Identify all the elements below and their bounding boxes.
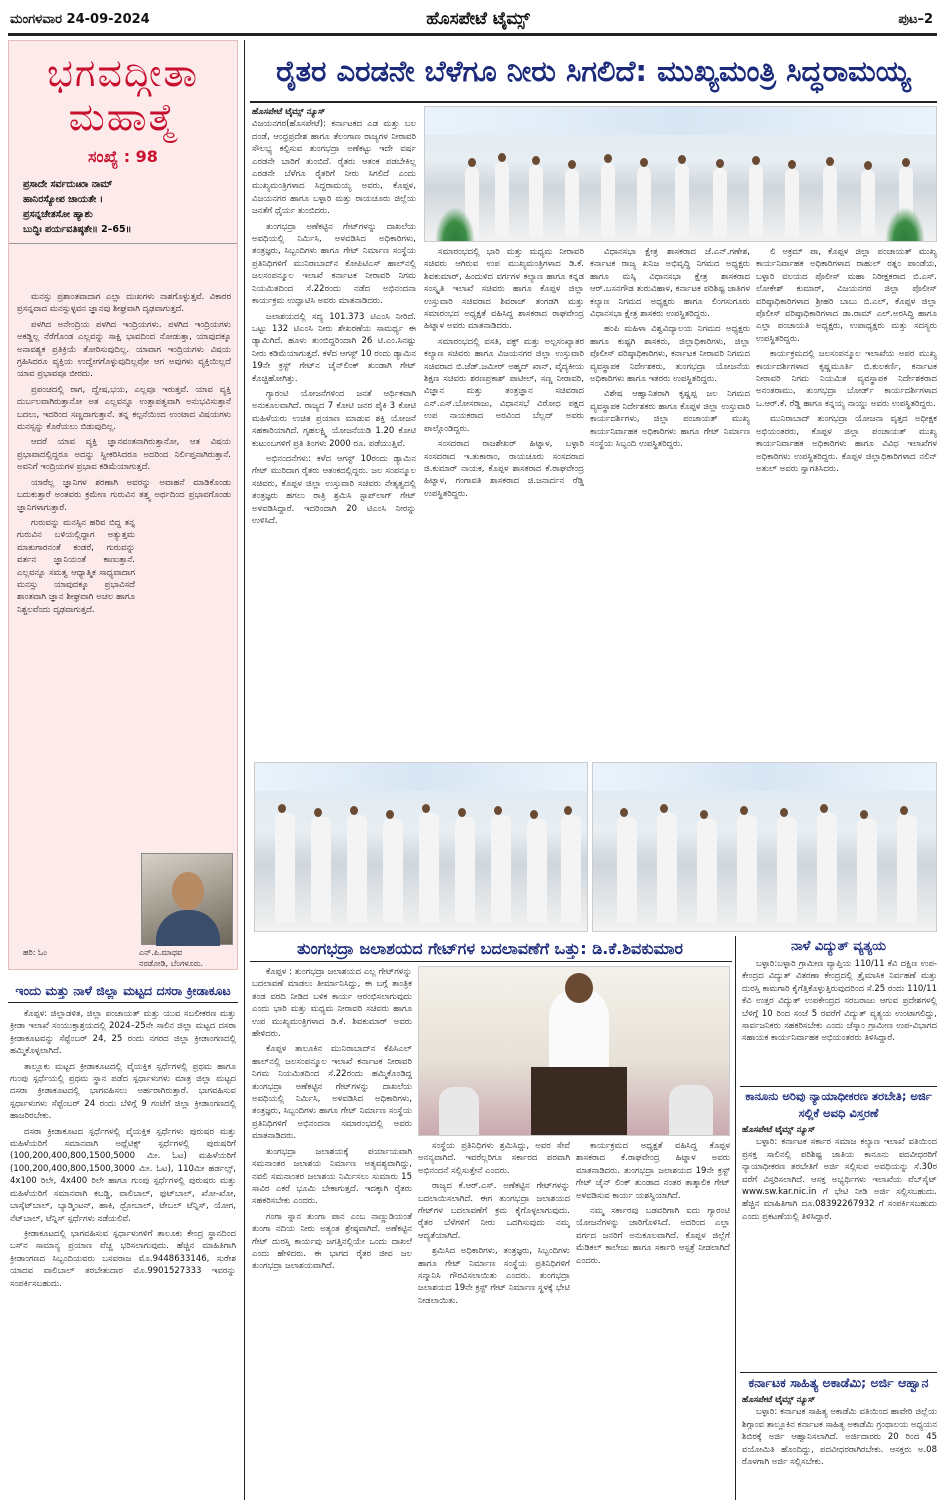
power-body bbox=[742, 958, 937, 1084]
gates-paragraph: ಕಾರ್ಯಕ್ರಮದ ಅಧ್ಯಕ್ಷತೆ ವಹಿಸಿದ್ದ ಕೊಪ್ಪಳ ಶಾಸಕರಾದ ಕೆ.ರಾಘವೇಂದ್ರ ಹಿಟ್ನಾಳ ಅವರು ಮಾತನಾಡಿದರು. ತುಂಗಭದ್ರಾ ಜಲಾಶಯದ 19ನೇ ಕ್ರಸ್ಟ್ ಗೇಟ್ ಚೈನ್ ಲಿಂಕ್ ತುಂಡಾದ ನಂತರ ತಾತ್ಕಾಲಿಕ ಗೇಟ್ ಅಳವಡಿಸುವ ಕಾರ್ಯ ಯಶಸ್ವಿಯಾಗಿದೆ. bbox=[576, 1141, 730, 1201]
dignitary-figure bbox=[383, 819, 403, 923]
dasara-rule bbox=[8, 1002, 238, 1003]
gates-paragraph: ನಮ್ಮ ಸರ್ಕಾರವು ಬಡವರಿಗಾಗಿ ಐದು ಗ್ಯಾರಂಟಿ ಯೋಜನೆಗಳನ್ನು ಜಾರಿಗೊಳಿಸಿದೆ. ಅದರಿಂದ ಎಲ್ಲಾ ವರ್ಗದ ಜನರಿಗೆ ಅನುಕೂಲವಾಗಿದೆ. ಕೊಪ್ಪಳ ಜಿಲ್ಲೆಗೆ ಮೆಡಿಕಲ್ ಕಾಲೇಜು ಹಾಗೂ ಸರ್ಕಾರಿ ಆಸ್ಪತ್ರೆ ನೀಡಲಾಗಿದೆ ಎಂದರು. bbox=[576, 1206, 730, 1266]
dignitary-figure bbox=[861, 170, 875, 237]
gita-paragraph: ಪ್ರಪಂಚದಲ್ಲಿ ರಾಗ, ದ್ವೇಷ,ಭಯ, ಎಲ್ಲವೂ ಇರುತ್ತವೆ. ಯಾವ ವ್ಯಕ್ತಿ ದುರ್ಬಲವಾಗಿರುತ್ತಾನೋ ಅತ ಎಲ್ಲವನ್ನೂ ಉತ್ತಾಪತ್ವವಾಗಿ ಅನುಭವಿಸುತ್ತಾನೆ ಬದಲು, ಇದರಿಂದ ಸಣ್ಣದಾಗುತ್ತಾನೆ. ತನ್ನ ಕಲ್ಪನೆಯಿಂದ ಉಂಟಾದ ವಿಷಯಗಳು ಮನಸ್ಸನ್ನು ಕೊರೆಯಲು ಬಿಡುವುದಿಲ್ಲ. bbox=[17, 384, 231, 433]
lead-col3 bbox=[590, 246, 750, 756]
dasara-paragraph: ದಸರಾ ಕ್ರೀಡಾಕೂಟದ ಸ್ಪರ್ಧೆಗಳಲ್ಲಿ ವೈಯಕ್ತಿಕ ಸ್ಪರ್ಧೆಗಳು ಪುರುಷರ ಮತ್ತು ಮಹಿಳೆಯರಿಗೆ ಸಮಾನವಾಗಿ ಅಥ್ಲೆಟಿಕ್ಸ್ ಸ್ಪರ್ಧೆಗಳಲ್ಲಿ ಪುರುಷರಿಗೆ (100,200,400,800,1500,5000 ಮೀ. ಓಟ) ಮಹಿಳೆಯರಿಗೆ (100,200,400,800,1500,3000 ಮೀ. ಓಟ), 110ಮೀ ಹರ್ಡಲ್ಸ್, 4x100 ರಿಲೇ, 4x400 ರಿಲೇ ಹಾಗೂ ಗುಂಪು ಸ್ಪರ್ಧೆಗಳಲ್ಲಿ ಪುರುಷರು ಮತ್ತು ಮಹಿಳೆಯರಿಗೆ ಸಮಾನವಾಗಿ ಕಬಡ್ಡಿ, ವಾಲಿಬಾಲ್, ಫುಟ್‌ಬಾಲ್, ಖೋ-ಖೋ, ಬಾಸ್ಕೆಟ್‌ಬಾಲ್, ಬ್ಯಾಡ್ಮಿಂಟನ್, ಹಾಕಿ, ಥ್ರೋಬಾಲ್, ಟೇಬಲ್ ಟೆನ್ನಿಸ್, ಯೋಗ, ನೆಟ್‌ಬಾಲ್, ಟೆನ್ನಿಸ್ ಸ್ಪರ್ಧೆಗಳು ನಡೆಯಲಿವೆ. bbox=[10, 1126, 236, 1224]
ceremony-photo-right bbox=[592, 762, 937, 932]
dignitary-figure bbox=[697, 819, 717, 923]
dignitary-figure bbox=[561, 815, 581, 923]
academy-headline: ಕರ್ನಾಟಕ ಸಾಹಿತ್ಯ ಅಕಾಡೆಮಿ; ಅರ್ಜಿ ಆಹ್ವಾನ bbox=[748, 1375, 929, 1390]
gates-paragraph: ಗಂಗಾ ಸ್ನಾನ ತುಂಗಾ ಪಾನ ಎಂಬ ನಾಣ್ಣುಡಿಯಂತೆ ತುಂಗಾ ನದಿಯ ನೀರು ಅತ್ಯಂತ ಶ್ರೇಷ್ಠವಾಗಿದೆ. ಅಣೆಕಟ್ಟಿನ ಗೇಟ್ ದುರಸ್ತಿ ಕಾರ್ಯವು ಜಗತ್ತಿನಲ್ಲಿಯೇ ಒಂದು ದಾಖಲೆ ಎಂದು ಹೇಳಿದರು. ಈ ಭಾಗದ ರೈತರ ಜೀವ ಜಲ ತುಂಗಭದ್ರಾ ಜಲಾಶಯವಾಗಿದೆ. bbox=[252, 1211, 412, 1272]
stage-banner bbox=[593, 763, 936, 791]
lead-col4 bbox=[756, 246, 937, 756]
gates-paragraph: ಕೊಪ್ಪಳ ತಾಲೂಕಿನ ಮುನಿರಾಬಾದ್‌ನ ಕೆಪಿಸಿಎಲ್ ಹಾಲ್‌ನಲ್ಲಿ ಜಲಸಂಪನ್ಮೂಲ ಇಲಾಖೆ ಕರ್ನಾಟಕ ನೀರಾವರಿ ನಿಗಮ ನಿಯಮಿತದಿಂದ ಸೆ.22ರಂದು ಹಮ್ಮಿಕೊಂಡಿದ್ದ ತುಂಗಭದ್ರಾ ಅಣೆಕಟ್ಟಿನ ಗೇಟ್‌ಗಳನ್ನು ದಾಖಲೆಯ ಅವಧಿಯಲ್ಲಿ ನಿರ್ಮಿಸಿ, ಅಳವಡಿಸಿದ ಅಧಿಕಾರಿಗಳು, ತಂತ್ರಜ್ಞರು, ಸಿಬ್ಬಂದಿಗಳು ಹಾಗೂ ಗೇಟ್ ನಿರ್ಮಾಣ ಸಂಸ್ಥೆಯ ಪ್ರತಿನಿಧಿಗಳಿಗೆ ಅಭಿನಂದನಾ ಸಮಾರಂಭದಲ್ಲಿ ಅವರು ಮಾತನಾಡಿದರು. bbox=[252, 1044, 412, 1142]
gates-headline: ತುಂಗಭದ್ರಾ ಜಲಾಶಯದ ಗೇಟ್‌ಗಳ ಬದಲಾವಣೆಗೆ ಒತ್ತು: ಡಿ.ಕೆ.ಶಿವಕುಮಾರ bbox=[297, 939, 683, 958]
ceremony-photo-left bbox=[254, 762, 588, 932]
gates-paragraph: ತುಂಗಭದ್ರಾ ಜಲಾಶಯಕ್ಕೆ ಪರ್ಯಾಯವಾಗಿ ಸಮನಾಂತರ ಜಲಾಶಯ ನಿರ್ಮಾಣ ಅತ್ಯವಶ್ಯವಾಗಿದ್ದು, ನವಲಿ ಸಮನಾಂತರ ಜಲಾಶಯ ನಿರ್ಮಿಸಲು ಸುಮಾರು 15 ಸಾವಿರ ಎಕರೆ ಭೂಮಿ ಬೇಕಾಗುತ್ತದೆ. ಇದಕ್ಕಾಗಿ ರೈತರು ಸಹಕರಿಸಬೇಕು ಎಂದರು. bbox=[252, 1146, 412, 1207]
speaker-head bbox=[565, 973, 593, 1003]
dignitary-figure bbox=[637, 167, 651, 237]
court-body bbox=[742, 1124, 937, 1370]
dignitary-figure bbox=[601, 163, 615, 237]
dignitary-figure bbox=[565, 169, 579, 237]
author-name: ಎನ್.ಪಿ.ಮಾಧವ bbox=[139, 948, 183, 957]
author-shirt bbox=[156, 910, 220, 946]
dignitary-figure bbox=[749, 165, 763, 237]
lead-paragraph: ಸಮಾರಂಭದಲ್ಲಿ ಭಾರಿ ಮತ್ತು ಮಧ್ಯಮ ನೀರಾವರಿ ಸಚಿವರು ಆಗಿರುವ ಉಪ ಮುಖ್ಯಮಂತ್ರಿಗಳಾದ ಡಿ.ಕೆ. ಶಿವಕುಮಾರ್, ಹಿಂದುಳಿದ ವರ್ಗಗಳ ಕಲ್ಯಾಣ ಹಾಗೂ ಕನ್ನಡ ಸಂಸ್ಕೃತಿ ಇಲಾಖೆ ಸಚಿವರು ಹಾಗೂ ಕೊಪ್ಪಳ ಜಿಲ್ಲಾ ಉಸ್ತುವಾರಿ ಸಚಿವರಾದ ಶಿವರಾಜ್ ತಂಗಡಗಿ ಮತ್ತು ಸಮಾರಂಭದ ಅಧ್ಯಕ್ಷತೆ ವಹಿಸಿದ್ದ ಶಾಸಕರಾದ ರಾಘವೇಂದ್ರ ಹಿಟ್ನಾಳ ಅವರು ಮಾತನಾಡಿದರು. bbox=[424, 247, 584, 332]
page-header bbox=[8, 6, 937, 36]
gita-number: ಸಂಖ್ಯೆ : 98 bbox=[88, 147, 158, 166]
gates-col2 bbox=[418, 1140, 570, 1500]
gita-column bbox=[8, 40, 238, 970]
gates-paragraph: ಕೊಪ್ಪಳ : ತುಂಗಭದ್ರಾ ಜಲಾಶಯದ ಎಲ್ಲ ಗೇಟ್‌ಗಳನ್ನು ಬದಲಾವಣೆ ಮಾಡಲು ತೀರ್ಮಾನಿಸಿದ್ದು, ಈ ಬಗ್ಗೆ ತಾಂತ್ರಿಕ ತಂಡ ವರದಿ ನೀಡಿದ ಬಳಿಕ ಕಾರ್ಯ ಆರಂಭಿಸಲಾಗುವುದು ಎಂದು ಭಾರಿ ಮತ್ತು ಮಧ್ಯಮ ನೀರಾವರಿ ಸಚಿವರು ಹಾಗೂ ಉಪ ಮುಖ್ಯಮಂತ್ರಿಗಳಾದ ಡಿ.ಕೆ. ಶಿವಕುಮಾರ್ ಅವರು ಹೇಳಿದರು. bbox=[252, 967, 412, 1040]
speaker-photo bbox=[418, 966, 730, 1136]
academy-body bbox=[742, 1394, 937, 1500]
lead-dateline: ಹೊಸಪೇಟೆ ಟೈಮ್ಸ್ ನ್ಯೂಸ್ bbox=[252, 107, 326, 117]
dignitary-figure bbox=[657, 813, 677, 923]
felicitation-photo bbox=[424, 106, 937, 242]
gita-title bbox=[9, 51, 237, 139]
lead-col1 bbox=[252, 106, 416, 756]
gates-col3 bbox=[576, 1140, 730, 1500]
dignitary-figure bbox=[857, 819, 877, 923]
stage-banner bbox=[255, 763, 587, 791]
gates-paragraph: ಶ್ರಮಿಸಿದ ಅಧಿಕಾರಿಗಳು, ತಂತ್ರಜ್ಞರು, ಸಿಬ್ಬಂದಿಗಳು ಹಾಗೂ ಗೇಟ್ ನಿರ್ಮಾಣ ಸಂಸ್ಥೆಯ ಪ್ರತಿನಿಧಿಗಳಿಗೆ ಸನ್ಮಾನಿಸಿ ಗೌರವಿಸಲಾಯಿತು ಎಂದರು. ತುಂಗಭದ್ರಾ ಜಲಾಶಯದ 19ನೇ ಕ್ರಸ್ಟ್ ಗೇಟ್ ನಿರ್ಮಾಣ ಸ್ಥಳಕ್ಕೆ ಭೇಟಿ ನೀಡಲಾಯಿತು. bbox=[418, 1246, 570, 1306]
column-separator bbox=[735, 936, 736, 1500]
lead-paragraph: ಜಲಾಶಯದಲ್ಲಿ ಸದ್ಯ 101.373 ಟಿಎಂಸಿ ನೀರಿದೆ. ಒಟ್ಟು 132 ಟಿಎಂಸಿ ನೀರು ಶೇಖರಣೆಯ ಸಾಮರ್ಥ್ಯ ಈ ಡ್ಯಾಮಿಗಿದೆ. ಹೂಳು ತುಂಬಿದ್ದರಿಂದಾಗಿ 26 ಟಿ.ಎಂ.ಸಿನಷ್ಟು ನೀರು ಕಡಿಮೆಯಾಗುತ್ತದೆ. ಕಳೆದ ಆಗಸ್ಟ್ 10 ರಂದು ಡ್ಯಾಮಿನ 19ನೇ ಕ್ರಸ್ಟ್ ಗೇಟ್‌ನ ಚೈನ್‌ಲಿಂಕ್ ತುಂಡಾಗಿ ಗೇಟ್ ಕೊಚ್ಚಿಹೋಗಿತ್ತು. bbox=[252, 311, 416, 384]
dasara-paragraph: ಕ್ರೀಡಾಕೂಟದಲ್ಲಿ ಭಾಗವಹಿಸುವ ಸ್ಪರ್ಧಾಳುಗಳಿಗೆ ತಾಲೂಕು ಕೇಂದ್ರ ಸ್ಥಾನದಿಂದ ಬಸ್‌ನ ಸಾಮಾನ್ಯ ಪ್ರಯಾಣ ವೆಚ್ಚ ಭರಿಸಲಾಗುವುದು. ಹೆಚ್ಚಿನ ಮಾಹಿತಿಗಾಗಿ ಕ್ರೀಡಾಂಗಣದ ಸಿಬ್ಬಂದಿಯವರು ಬಸವರಾಜ ಮೊ.9448633146, ಸುರೇಶ ಯಾದವ ವಾಲಿಬಾಲ್ ತರಬೇತುದಾರ ಮೊ.9901527333 ಇವರನ್ನು ಸಂಪರ್ಕಿಸಬಹುದು. bbox=[10, 1228, 236, 1289]
page-number: ಪುಟ–2 bbox=[898, 12, 933, 27]
lead-paragraph: ಹಂಪಿ ಮಹಿಳಾ ವಿಶ್ವವಿದ್ಯಾಲಯ ನಿಗಮದ ಅಧ್ಯಕ್ಷರು ಹಾಗೂ ಕುಷ್ಟಗಿ ಶಾಸಕರು, ಜಿಲ್ಲಾಧಿಕಾರಿಗಳು, ಜಿಲ್ಲಾ ಪೊಲೀಸ್ ವರಿಷ್ಠಾಧಿಕಾರಿಗಳು, ಕರ್ನಾಟಕ ನೀರಾವರಿ ನಿಗಮದ ವ್ಯವಸ್ಥಾಪಕ ನಿರ್ದೇಶಕರು, ತುಂಗಭದ್ರಾ ಯೋಜನೆಯ ಅಧಿಕಾರಿಗಳು ಹಾಗೂ ಇತರರು ಉಪಸ್ಥಿತರಿದ್ದರು. bbox=[590, 324, 750, 385]
gita-paragraph: ಗುರುವನ್ನು ಮನಸ್ಸಿನ ಹರಿವ ಬಿದ್ದ ತನ್ನ ಗುರುವಿನ ಬಳಿಯಲ್ಲಿದ್ದಾಗ ಅತ್ಯುತ್ತಮ ಮಾತುಗಾರನಂತೆ ಕಂಡರೆ, ಗುರುವನ್ನು ವರ್ತನ ಜ್ಞಾನಿಯಂತೆ ಕಾಣುತ್ತಾನೆ. ಎಲ್ಲವನ್ನೂ ಸಮತ್ವ ಆಧ್ಯಾತ್ಮಿಕ ಸಾಧ್ಯವಾದಾಗ ಮನಸ್ಸು ಯಾವುದಕ್ಕೂ ಪ್ರಭಾವಿಸದೆ ಶಾಂತವಾಗಿ ಜ್ಞಾನ ಶೀಘ್ರವಾಗಿ ಅಚಲ ಹಾಗೂ ನಿಶ್ಚಲವೆಂದು ದೃಢವಾಗುತ್ತದೆ. bbox=[17, 517, 135, 615]
column-separator bbox=[244, 40, 245, 1500]
lead-paragraph: ವಿಶೇಷ ಆಹ್ವಾನಿತರಾಗಿ ಕೃಷ್ಣಪ್ಪ ಜಲ ನಿಗಮದ ವ್ಯವಸ್ಥಾಪಕ ನಿರ್ದೇಶಕರು ಹಾಗೂ ಕೊಪ್ಪಳ ಜಿಲ್ಲಾ ಉಸ್ತುವಾರಿ ಕಾರ್ಯದರ್ಶಿಗಳು, ಜಿಲ್ಲಾ ಪಂಚಾಯತ್ ಮುಖ್ಯ ಕಾರ್ಯನಿರ್ವಾಹಕ ಅಧಿಕಾರಿಗಳು ಹಾಗೂ ಗೇಟ್ ನಿರ್ಮಾಣ ಸಂಸ್ಥೆಯ ಸಿಬ್ಬಂದಿ ಉಪಸ್ಥಿತರಿದ್ದರು. bbox=[590, 389, 750, 450]
court-dateline: ಹೊಸಪೇಟೆ ಟೈಮ್ಸ್ ನ್ಯೂಸ್ bbox=[742, 1125, 816, 1135]
lead-rule bbox=[250, 101, 937, 103]
author-place: ನರಡೋಡಿ, ಬೆಂಗಳೂರು. bbox=[139, 959, 204, 968]
lead-paragraph: ತುಂಗಭದ್ರಾ ಅಣೆಕಟ್ಟಿನ ಗೇಟ್‌ಗಳನ್ನು ದಾಖಲೆಯ ಅವಧಿಯಲ್ಲಿ ನಿರ್ಮಿಸಿ, ಅಳವಡಿಸಿದ ಅಧಿಕಾರಿಗಳು, ತಂತ್ರಜ್ಞರು, ಸಿಬ್ಬಂದಿಗಳು ಹಾಗೂ ಗೇಟ್ ನಿರ್ಮಾಣ ಸಂಸ್ಥೆಯ ಪ್ರತಿನಿಧಿಗಳಿಗೆ ಮುನಿರಾಬಾದ್‌ನ ಕೋಪಿಟಿಎಸ್ ಹಾಲ್‌ನಲ್ಲಿ ಜಲಸಂಪನ್ಮೂಲ ಇಲಾಖೆ ಕರ್ನಾಟಕ ನೀರಾವರಿ ನಿಗಮ ನಿಯಮಿತದಿಂದ ಸೆ.22ರಂದು ನಡೆದ ಅಭಿನಂದನಾ ಕಾರ್ಯಕ್ರಮ ಉದ್ಘಾಟಿಸಿ ಅವರು ಮಾತನಾಡಿದರು. bbox=[252, 221, 416, 307]
gita-signoff bbox=[23, 947, 233, 968]
lead-paragraph: ಗ್ಯಾರಂಟಿ ಯೋಜನೆಗಳಿಂದ ಜನತೆ ಆರ್ಥಿಕವಾಗಿ ಅನುಕೂಲವಾಗಿದೆ. ರಾಜ್ಯದ 7 ಕೋಟಿ ಜನರ ಪೈಕಿ 3 ಕೋಟಿ ಮಹಿಳೆಯರು ಉಚಿತ ಪ್ರಯಾಣ ಮಾಡುವ ಶಕ್ತಿ ಯೋಜನೆ ಸಹಕಾರಿಯಾಗಿದೆ. ಗೃಹಲಕ್ಷ್ಮಿ ಯೋಜನೆಯಡಿ 1.20 ಕೋಟಿ ಕುಟುಂಬಗಳಿಗೆ ಪ್ರತಿ ತಿಂಗಳು 2000 ರೂ. ಪಡೆಯುತ್ತಿವೆ. bbox=[252, 388, 416, 449]
power-headline: ನಾಳೆ ವಿದ್ಯುತ್ ವ್ಯತ್ಯಯ bbox=[790, 939, 886, 954]
brief-rule bbox=[740, 1086, 937, 1087]
podium bbox=[531, 1067, 627, 1136]
lead-paragraph: ಕಾರ್ಯಕ್ರಮದಲ್ಲಿ ಜಲಸಂಪನ್ಮೂಲ ಇಲಾಖೆಯ ಅಪರ ಮುಖ್ಯ ಕಾರ್ಯದರ್ಶಿಗಳಾದ ಕೃಷ್ಣಮೂರ್ತಿ ಬಿ.ಕುಲಕರ್ಣಿ, ಕರ್ನಾಟಕ ನೀರಾವರಿ ನಿಗಮ ನಿಯಮಿತ ವ್ಯವಸ್ಥಾಪಕ ನಿರ್ದೇಶಕರಾದ ಅನಂತರಾಮು, ತುಂಗಭದ್ರಾ ಬೋರ್ಡ್ ಕಾರ್ಯದರ್ಶಿಗಳಾದ ಒ.ಆರ್.ಕೆ. ರೆಡ್ಡಿ ಹಾಗೂ ಕನ್ನಯ್ಯ ನಾಯ್ಡು ಅವರು ಉಪಸ್ಥಿತರಿದ್ದರು. bbox=[756, 349, 937, 409]
author-face bbox=[172, 872, 204, 910]
gita-title-line1: ಭಗವದ್ಗೀತಾ bbox=[46, 51, 200, 95]
brief-rule bbox=[740, 1372, 937, 1373]
dasara-body bbox=[10, 1008, 236, 1500]
academy-dateline: ಹೊಸಪೇಟೆ ಟೈಮ್ಸ್ ನ್ಯೂಸ್ bbox=[742, 1395, 816, 1405]
lead-col2 bbox=[424, 246, 584, 756]
seated-dignitary bbox=[669, 1085, 713, 1136]
dignitary-figure bbox=[491, 815, 511, 923]
lead-paragraph: ಮುನಿರಾಬಾದ್ ತುಂಗಭದ್ರಾ ಯೋಜನಾ ವೃತ್ತದ ಅಧೀಕ್ಷಕ ಅಭಿಯಂತರರು, ಕೊಪ್ಪಳ ಜಿಲ್ಲಾ ಪಂಚಾಯತ್ ಮುಖ್ಯ ಕಾರ್ಯನಿರ್ವಾಹಕ ಅಧಿಕಾರಿಗಳು ಹಾಗೂ ವಿವಿಧ ಇಲಾಖೆಗಳ ಅಧಿಕಾರಿಗಳು ಉಪಸ್ಥಿತರಿದ್ದರು. ಕೊಪ್ಪಳ ಜಿಲ್ಲಾಧಿಕಾರಿಗಳಾದ ನಲಿನ್ ಅತುಲ್ ಅವರು ಸ್ವಾಗತಿಸಿದರು. bbox=[756, 414, 937, 474]
gita-title-line2: ಮಹಾತ್ಮೆ bbox=[68, 95, 178, 139]
power-text: ಬಳ್ಳಾರಿ:ಬಳ್ಳಾರಿ ಗ್ರಾಮೀಣ ವ್ಯಾಪ್ತಿಯ 110/11 ಕೆವಿ ದಕ್ಷಿಣ ಉಪ-ಕೇಂದ್ರದ ವಿದ್ಯುತ್ ವಿತರಣಾ ಕೇಂದ್ರದಲ್ಲಿ ತ್ರೈಮಾಸಿಕ ನಿರ್ವಹಣೆ ಮತ್ತು ದುರಸ್ತಿ ಕಾಮಗಾರಿ ಕೈಗೆತ್ತಿಕೊಳ್ಳುತ್ತಿರುವುದರಿಂದ ಸೆ.25 ರಂದು 110/11 ಕೆವಿ ಉತ್ತರ ವಿದ್ಯುತ್ ಉಪಕೇಂದ್ರದ ಸರಬರಾಜು ಆಗುವ ಪ್ರದೇಶಗಳಲ್ಲಿ ಬೆಳಿಗ್ಗೆ 10 ರಿಂದ ಸಂಜೆ 5 ರವರೆಗೆ ವಿದ್ಯುತ್ ವ್ಯತ್ಯಯ ಉಂಟಾಗಲಿದ್ದು, ಸಾರ್ವಜನಿಕರು ಸಹಕರಿಸಬೇಕು ಎಂದು ಜೆಸ್ಕಾಂ ಗ್ರಾಮೀಣ ಉಪ-ವಿಭಾಗದ ಸಹಾಯಕ ಕಾರ್ಯನಿರ್ವಾಹಕ ಅಭಿಯಂತರರು ತಿಳಿಸಿದ್ದಾರೆ. bbox=[742, 959, 937, 1044]
dignitary-figure bbox=[275, 813, 295, 923]
lead-paragraph: ಲಿ ಅಕ್ರಮ್ ಪಾ, ಕೊಪ್ಪಳ ಜಿಲ್ಲಾ ಪಂಚಾಯತ್ ಮುಖ್ಯ ಕಾರ್ಯನಿರ್ವಾಹಕ ಅಧಿಕಾರಿಗಳಾದ ರಾಹುಲ್ ರತ್ನಂ ಪಾಂಡೆಯ, ಬಳ್ಳಾರಿ ವಲಯದ ಪೊಲೀಸ್ ಮಹಾ ನಿರೀಕ್ಷಕರಾದ ಬಿ.ಎಸ್. ಲೋಕೇಶ್ ಕುಮಾರ್, ವಿಜಯನಗರ ಜಿಲ್ಲಾ ಪೊಲೀಸ್ ವರಿಷ್ಠಾಧಿಕಾರಿಗಳಾದ ಶ್ರೀಹರಿ ಬಾಬು ಬಿ.ಎಲ್, ಕೊಪ್ಪಳ ಜಿಲ್ಲಾ ಪೊಲೀಸ್ ವರಿಷ್ಠಾಧಿಕಾರಿಗಳಾದ ಡಾ.ರಾಮ್ ಎಲ್.ಅರಸಿದ್ಧಿ ಹಾಗೂ ಎಲ್ಲಾ ಪಂಚಾಯತಿ ಅಧ್ಯಕ್ಷರು, ಉಪಾಧ್ಯಕ್ಷರು ಮತ್ತು ಸದಸ್ಯರು ಉಪಸ್ಥಿತರಿದ್ದರು. bbox=[756, 247, 937, 344]
lead-paragraph: ಸಂಸದರಾದ ರಾಜಶೇಖರ್ ಹಿಟ್ನಾಳ, ಬಳ್ಳಾರಿ ಸಂಸದರಾದ ಇ.ತುಕಾರಾಂ, ರಾಯಚೂರು ಸಂಸದರಾದ ಜಿ.ಕುಮಾರ್ ನಾಯಕ, ಕೊಪ್ಪಳ ಶಾಸಕರಾದ ಕೆ.ರಾಘವೇಂದ್ರ ಹಿಟ್ನಾಳ, ಗಂಗಾವತಿ ಶಾಸಕರಾದ ಜಿ.ಜನಾರ್ದನ ರೆಡ್ಡಿ ಉಪಸ್ಥಿತರಿದ್ದರು. bbox=[424, 439, 584, 499]
author-photo bbox=[141, 853, 233, 945]
dignitary-figure bbox=[823, 166, 837, 237]
lead-paragraph: ವಿಜಯನಗರ(ಹೊಸಪೇಟೆ): ಕರ್ನಾಟಕದ ಎಡ ಮತ್ತು ಬಲ ದಂಡೆ, ಆಂಧ್ರಪ್ರದೇಶ ಹಾಗೂ ತೆಲಂಗಾಣ ರಾಜ್ಯಗಳ ನೀರಾವರಿ ಸೌಲಭ್ಯ ಕಲ್ಪಿಸುವ ತುಂಗಭದ್ರಾ ಅಣೆಕಟ್ಟು ಇದೇ ವರ್ಷ ಎರಡನೇ ಬಾರಿಗೆ ತುಂಬಿದೆ. ರೈತರು ಆತಂಕ ಪಡಬೇಕಿಲ್ಲ ಎರಡನೇ ಬೆಳೆಗೂ ರೈತರಿಗೆ ನೀರು ಸಿಗಲಿದೆ ಎಂದು ಮುಖ್ಯಮಂತ್ರಿಗಳಾದ ಸಿದ್ದರಾಮಯ್ಯ ಅವರು, ಕೊಪ್ಪಳ, ವಿಜಯನಗರ ಹಾಗೂ ಬಳ್ಳಾರಿ ಮತ್ತು ರಾಯಚೂರು ಜಿಲ್ಲೆಯ ಜನತೆಗೆ ಧೈರ್ಯ ತುಂಬಿದರು. bbox=[252, 119, 416, 217]
dignitary-figure bbox=[455, 817, 475, 923]
dignitary-figure bbox=[777, 817, 797, 923]
author-credit bbox=[139, 947, 239, 969]
dignitary-figure bbox=[713, 168, 727, 237]
court-text: ಬಳ್ಳಾರಿ: ಕರ್ನಾಟಕ ಸರ್ಕಾರ ಸಮಾಜ ಕಲ್ಯಾಣ ಇಲಾಖೆ ವತಿಯಿಂದ ಪ್ರಸಕ್ತ ಸಾಲಿನಲ್ಲಿ ಪರಿಶಿಷ್ಟ ಜಾತಿಯ ಕಾನೂನು ಪದವೀಧರರಿಗೆ ನ್ಯಾಯಾಧೀಕರಣ ತರಬೇತಿಗೆ ಅರ್ಜಿ ಸಲ್ಲಿಸುವ ಅವಧಿಯನ್ನು ಸೆ.30ರ ವರೆಗೆ ವಿಸ್ತರಿಸಲಾಗಿದೆ. ಆಸಕ್ತ ಅಭ್ಯರ್ಥಿಗಳು ಇಲಾಖೆಯ ವೆಬ್‌ಸೈಟ್ www.sw.kar.nic.in ಗೆ ಭೇಟಿ ನೀಡಿ ಅರ್ಜಿ ಸಲ್ಲಿಸಬಹುದು. ಹೆಚ್ಚಿನ ಮಾಹಿತಿಗಾಗಿ ದೂ.08392267932 ಗೆ ಸಂಪರ್ಕಿಸಬಹುದು ಎಂದು ಪ್ರಕಟಣೆಯಲ್ಲಿ ತಿಳಿಸಿದ್ದಾರೆ. bbox=[742, 1137, 937, 1222]
issue-date: ಮಂಗಳವಾರ 24-09-2024 bbox=[10, 12, 150, 27]
lead-paragraph: ವಿಧಾನಸಭಾ ಕ್ಷೇತ್ರ ಶಾಸಕರಾದ ಜೆ.ಎನ್.ಗಣೇಶ, ಕರ್ನಾಟಕ ರಾಜ್ಯ ಖನಿಜ ಅಭಿವೃದ್ಧಿ ನಿಗಮದ ಅಧ್ಯಕ್ಷರು ಹಾಗೂ ಮಸ್ಕಿ ವಿಧಾನಸಭಾ ಕ್ಷೇತ್ರ ಶಾಸಕರಾದ ಆರ್.ಬಸನಗೌಡ ತುರುವಿಹಾಳ, ಕರ್ನಾಟಕ ಪರಿಶಿಷ್ಟ ಜಾತಿಗಳ ಕಲ್ಯಾಣ ನಿಗಮದ ಅಧ್ಯಕ್ಷರು ಹಾಗೂ ಲಿಂಗಸುಗೂರು ವಿಧಾನಸಭಾ ಕ್ಷೇತ್ರ ಶಾಸಕರು ಉಪಸ್ಥಿತರಿದ್ದರು. bbox=[590, 247, 750, 320]
gita-shloka bbox=[9, 177, 237, 244]
gita-paragraph: ಯಾರೆಲ್ಲ ಜ್ಞಾನಿಗಳ ಶರಣಾಗಿ ಅವರನ್ನು ಅವಾಹನೆ ಮಾಡಿಕೊಂಡು ಬದುಕುತ್ತಾರೆ ಅಂತವರು ಕ್ರಮೇಣ ಗುರುವಿನ ತತ್ತ್ವ ಅರ್ಥದಿಂದ ಪ್ರಭಾವಗೊಂಡು ಜ್ಞಾನಿಗಳಾಗುತ್ತಾರೆ. bbox=[17, 477, 231, 513]
shloka-line3: ಪ್ರಸನ್ನಚೇತಸೋ ಹ್ಯಾಶು bbox=[23, 209, 93, 220]
dasara-paragraph: ತಾಲ್ಲೂಕು ಮಟ್ಟದ ಕ್ರೀಡಾಕೂಟದಲ್ಲಿ ವೈಯಕ್ತಿಕ ಸ್ಪರ್ಧೆಗಳಲ್ಲಿ ಪ್ರಥಮ ಹಾಗೂ ಗುಂಪು ಸ್ಪರ್ಧೆಯಲ್ಲಿ ಪ್ರಥಮ ಸ್ಥಾನ ಪಡೆದ ಸ್ಪರ್ಧಾಳುಗಳು ಮಾತ್ರ ಜಿಲ್ಲಾ ಮಟ್ಟದ ದಸರಾ ಕ್ರೀಡಾಕೂಟದಲ್ಲಿ ಭಾಗವಹಿಸಲು ಅರ್ಹರಾಗಿರುತ್ತಾರೆ. ಭಾಗವಹಿಸುವ ಸ್ಪರ್ಧಾಳುಗಳು ಸೆಪ್ಟೆಂಬರ್ 24 ರಂದು ಬೆಳಿಗ್ಗೆ 9 ಗಂಟೆಗೆ ಜಿಲ್ಲಾ ಕ್ರೀಡಾಂಗಣದಲ್ಲಿ ಹಾಜರಿರಬೇಕು. bbox=[10, 1061, 236, 1122]
plant-decoration bbox=[885, 207, 925, 241]
dignitary-figure bbox=[617, 817, 637, 923]
dignitary-figure bbox=[527, 819, 547, 923]
dasara-headline: ಇಂದು ಮತ್ತು ನಾಳೆ ಜಿಲ್ಲಾ ಮಟ್ಟದ ದಸರಾ ಕ್ರೀಡಾಕೂಟ bbox=[15, 983, 231, 998]
dasara-paragraph: ಕೊಪ್ಪಳ: ಜಿಲ್ಲಾಡಳಿತ, ಜಿಲ್ಲಾ ಪಂಚಾಯತ್ ಮತ್ತು ಯುವ ಸಬಲೀಕರಣ ಮತ್ತು ಕ್ರೀಡಾ ಇಲಾಖೆ ಸಂಯುಕ್ತಾಶ್ರಯದಲ್ಲಿ 2024–25ನೇ ಸಾಲಿನ ಜಿಲ್ಲಾ ಮಟ್ಟದ ದಸರಾ ಕ್ರೀಡಾಕೂಟವನ್ನು ಸೆಪ್ಟೆಂಬರ್ 24, 25 ರಂದು ನಗರದ ಜಿಲ್ಲಾ ಕ್ರೀಡಾಂಗಣದಲ್ಲಿ ಹಮ್ಮಿಕೊಳ್ಳಲಾಗಿದೆ. bbox=[10, 1009, 236, 1057]
shloka-line2: ಹಾನಿರಸ್ಯೋಪ ಜಾಯತೇ । bbox=[23, 194, 104, 205]
gita-body bbox=[17, 291, 231, 881]
dignitary-figure bbox=[495, 162, 509, 237]
plant-decoration bbox=[435, 207, 475, 241]
court-headline: ಕಾನೂನು ಅರಿವು ನ್ಯಾಯಾಧೀಕರಣ ತರಬೇತಿ; ಅರ್ಜಿ ಸಲ್ಲಿಕೆ ಅವಧಿ ವಿಸ್ತರಣೆ bbox=[745, 1089, 932, 1120]
lead-paragraph: ಸಮಾರಂಭದಲ್ಲಿ ವಸತಿ, ವಕ್ಫ್ ಮತ್ತು ಅಲ್ಪಸಂಖ್ಯಾತರ ಕಲ್ಯಾಣ ಸಚಿವರು ಹಾಗೂ ವಿಜಯನಗರ ಜಿಲ್ಲಾ ಉಸ್ತುವಾರಿ ಸಚಿವರಾದ ಬಿ.ಜೆಡ್.ಜಮೀರ್ ಅಹ್ಮದ್ ಖಾನ್, ವೈದ್ಯಕೀಯ ಶಿಕ್ಷಣ ಸಚಿವರು ಶರಣಪ್ರಕಾಶ್ ಪಾಟೀಲ್, ಸಣ್ಣ ನೀರಾವರಿ, ವಿಜ್ಞಾನ ಮತ್ತು ತಂತ್ರಜ್ಞಾನ ಸಚಿವರಾದ ಎನ್.ಎಸ್.ಬೋಸರಾಜು, ವಿಧಾನಸಭೆ ವಿರೋಧ ಪಕ್ಷದ ಉಪ ನಾಯಕರಾದ ಅರವಿಂದ ಬೆಲ್ಲದ್ ಅವರು ಪಾಲ್ಗೊಂಡಿದ್ದರು. bbox=[424, 336, 584, 434]
gita-paragraph: ಆದರೆ ಯಾವ ವ್ಯಕ್ತಿ ಜ್ಞಾನವಂತನಾಗಿರುತ್ತಾನೋ, ಆತ ವಿಷಯ ಪ್ರಭಾವಾದಲ್ಲಿದ್ದರೂ ಅದನ್ನು ಸ್ವೀಕರಿಸಿದರೂ ಅದರಿಂದ ನಿರ್ಲಿಪ್ತನಾಗಿರುತ್ತಾನೆ. ಅವನಿಗೆ ಇಂದ್ರಿಯಗಳ ಪ್ರಭಾವ ಕಡಿಮೆಯಾಗುತ್ತದೆ. bbox=[17, 437, 231, 473]
gita-paragraph: ಮನಸ್ಸು ಪ್ರಶಾಂತವಾದಾಗ ಎಲ್ಲಾ ದುಃಖಗಳು ನಾಶಗೊಳ್ಳುತ್ತವೆ. ವಿಕಾರರ ಪ್ರಸನ್ನವಾದ ಮನಸ್ಸುಳ್ಳವನ ಜ್ಞಾನವು ಶೀಘ್ರವಾಗಿ ದೃಢವಾಗುತ್ತದೆ. bbox=[17, 292, 231, 315]
shloka-line1: ಪ್ರಸಾದೇ ಸರ್ವದುಃಖಾ ನಾಮ್ bbox=[23, 179, 113, 190]
lead-paragraph: ಅಭಿನಂದನೆಗಳು: ಕಳೆದ ಆಗಸ್ಟ್ 10ರಂದು ಡ್ಯಾಮಿನ ಗೇಟ್ ಮುರಿದಾಗ ರೈತರು ಆತಂಕದಲ್ಲಿದ್ದರು. ಜಲ ಸಂಪನ್ಮೂಲ ಸಚಿವರು, ಕೊಪ್ಪಳ ಜಿಲ್ಲಾ ಉಸ್ತುವಾರಿ ಸಚಿವರು ನೇತೃತ್ವದಲ್ಲಿ ತಂತ್ರಜ್ಞರು ಹಗಲು ರಾತ್ರಿ ಶ್ರಮಿಸಿ ಸ್ಟಾಪ್‌ಲಾಗ್ ಗೇಟ್ ಅಳವಡಿಸಿದ್ದಾರೆ. ಇದರಿಂದಾಗಿ 20 ಟಿಎಂಸಿ ನೀರನ್ನು ಉಳಿಸಿದೆ. bbox=[252, 453, 416, 526]
dignitary-figure bbox=[529, 165, 543, 237]
lead-headline: ರೈತರ ಎರಡನೇ ಬೆಳೆಗೂ ನೀರು ಸಿಗಲಿದೆ: ಮುಖ್ಯಮಂತ್ರಿ ಸಿದ್ಧರಾಮಯ್ಯ bbox=[276, 54, 911, 88]
dignitary-figure bbox=[311, 817, 331, 923]
seated-dignitary bbox=[439, 1087, 479, 1136]
dignitary-figure bbox=[419, 813, 439, 923]
dignitary-figure bbox=[785, 169, 799, 237]
gates-rule bbox=[250, 961, 732, 962]
shloka-line4: ಬುದ್ಧಿಃ ಪರ್ಯವತಿಷ್ಠತೇ॥ 2–65॥ bbox=[23, 224, 132, 235]
dignitary-figure bbox=[737, 815, 757, 923]
dignitary-figure bbox=[347, 815, 367, 923]
dignitary-figure bbox=[897, 815, 917, 923]
dignitary-figure bbox=[817, 813, 837, 923]
gita-sign: ಹರಿ: ಓಂ bbox=[23, 948, 47, 957]
masthead: ಹೊಸಪೇಟೆ ಟೈಮ್ಸ್ bbox=[426, 9, 530, 29]
academy-text: ಬಳ್ಳಾರಿ: ಕರ್ನಾಟಕ ಸಾಹಿತ್ಯ ಅಕಾಡೆಮಿ ವತಿಯಿಂದ ಹಾವೇರಿ ಜಿಲ್ಲೆಯ ಶಿಗ್ಗಾಂವ ತಾಲ್ಲೂಕಿನ ಕರ್ನಾಟಕ ಸಾಹಿತ್ಯ ಅಕಾಡೆಮಿ ಗ್ರಂಥಾಲಯ ಅಧ್ಯಯನ ಶಿಬಿರಕ್ಕೆ ಅರ್ಜಿ ಆಹ್ವಾನಿಸಲಾಗಿದೆ. ಅರ್ಜಿದಾರರು 20 ರಿಂದ 45 ವಯೋಮಿತಿ ಹೊಂದಿದ್ದು, ಪದವೀಧರರಾಗಿರಬೇಕು. ಆಸಕ್ತರು ಅ.08 ರೊಳಗಾಗಿ ಅರ್ಜಿ ಸಲ್ಲಿಸಬೇಕು. bbox=[742, 1407, 937, 1468]
stage-banner bbox=[425, 107, 936, 135]
gates-col1 bbox=[252, 966, 412, 1500]
gates-paragraph: ರಾಜ್ಯದ ಕೆ.ಆರ್.ಎಸ್. ಅಣೆಕಟ್ಟಿನ ಗೇಟ್‌ಗಳನ್ನು ಬದಲಾಯಿಸಲಾಗಿದೆ. ಈಗ ತುಂಗಭದ್ರಾ ಜಲಾಶಯದ ಗೇಟ್‌ಗಳ ಬದಲಾವಣೆಗೆ ಕ್ರಮ ಕೈಗೊಳ್ಳಲಾಗುವುದು. ರೈತರ ಬೆಳೆಗಳಿಗೆ ನೀರು ಒದಗಿಸುವುದು ನಮ್ಮ ಆದ್ಯತೆಯಾಗಿದೆ. bbox=[418, 1181, 570, 1241]
dignitary-figure bbox=[675, 164, 689, 237]
gates-paragraph: ಸಂಸ್ಥೆಯ ಪ್ರತಿನಿಧಿಗಳು ಶ್ರಮಿಸಿದ್ದು, ಅವರ ಸೇವೆ ಅನನ್ಯವಾಗಿದೆ. ಇವರೆಲ್ಲರಿಗೂ ಸರ್ಕಾರದ ಪರವಾಗಿ ಅಭಿನಂದನೆ ಸಲ್ಲಿಸುತ್ತೇನೆ ಎಂದರು. bbox=[418, 1141, 570, 1176]
gita-paragraph: ಪಳಗಿದ ಅನೇಂದ್ರಿಯ ಪಳಗಿದ ಇಂದ್ರಿಯಗಳು. ಪಳಗಿದ ಇಂದ್ರಿಯಗಳು ಅಕಡ್ಡಿಲ್ಲ ನೆರೆಗೊಂಡ ಎಲ್ಲವನ್ನು ಸಾಕ್ಷಿ ಭಾವದಿಂದ ನೋಡುತ್ತಾ, ಯಾವುದಕ್ಕೂ ಅನಾವಶ್ಯಕ ಪ್ರತಿಕ್ರಿಯೆ ತೋರಿಸುವುದಿಲ್ಲ. ಯಾವಾಗ ಇಂದ್ರಿಯಗಳು ವಿಷಯ ಗ್ರಹಿಸಿದರೂ ವ್ಯಕ್ತಿಯ ಉದ್ವೇಗಗೊಳ್ಳುವುದಿಲ್ಲವೋ ಆಗ ಅವುಗಳು ವ್ಯಕ್ತಿಯಿಲ್ಲದೆ ಯಾವ ಪ್ರಭಾವವೂ ಬೀರದು. bbox=[17, 319, 231, 380]
